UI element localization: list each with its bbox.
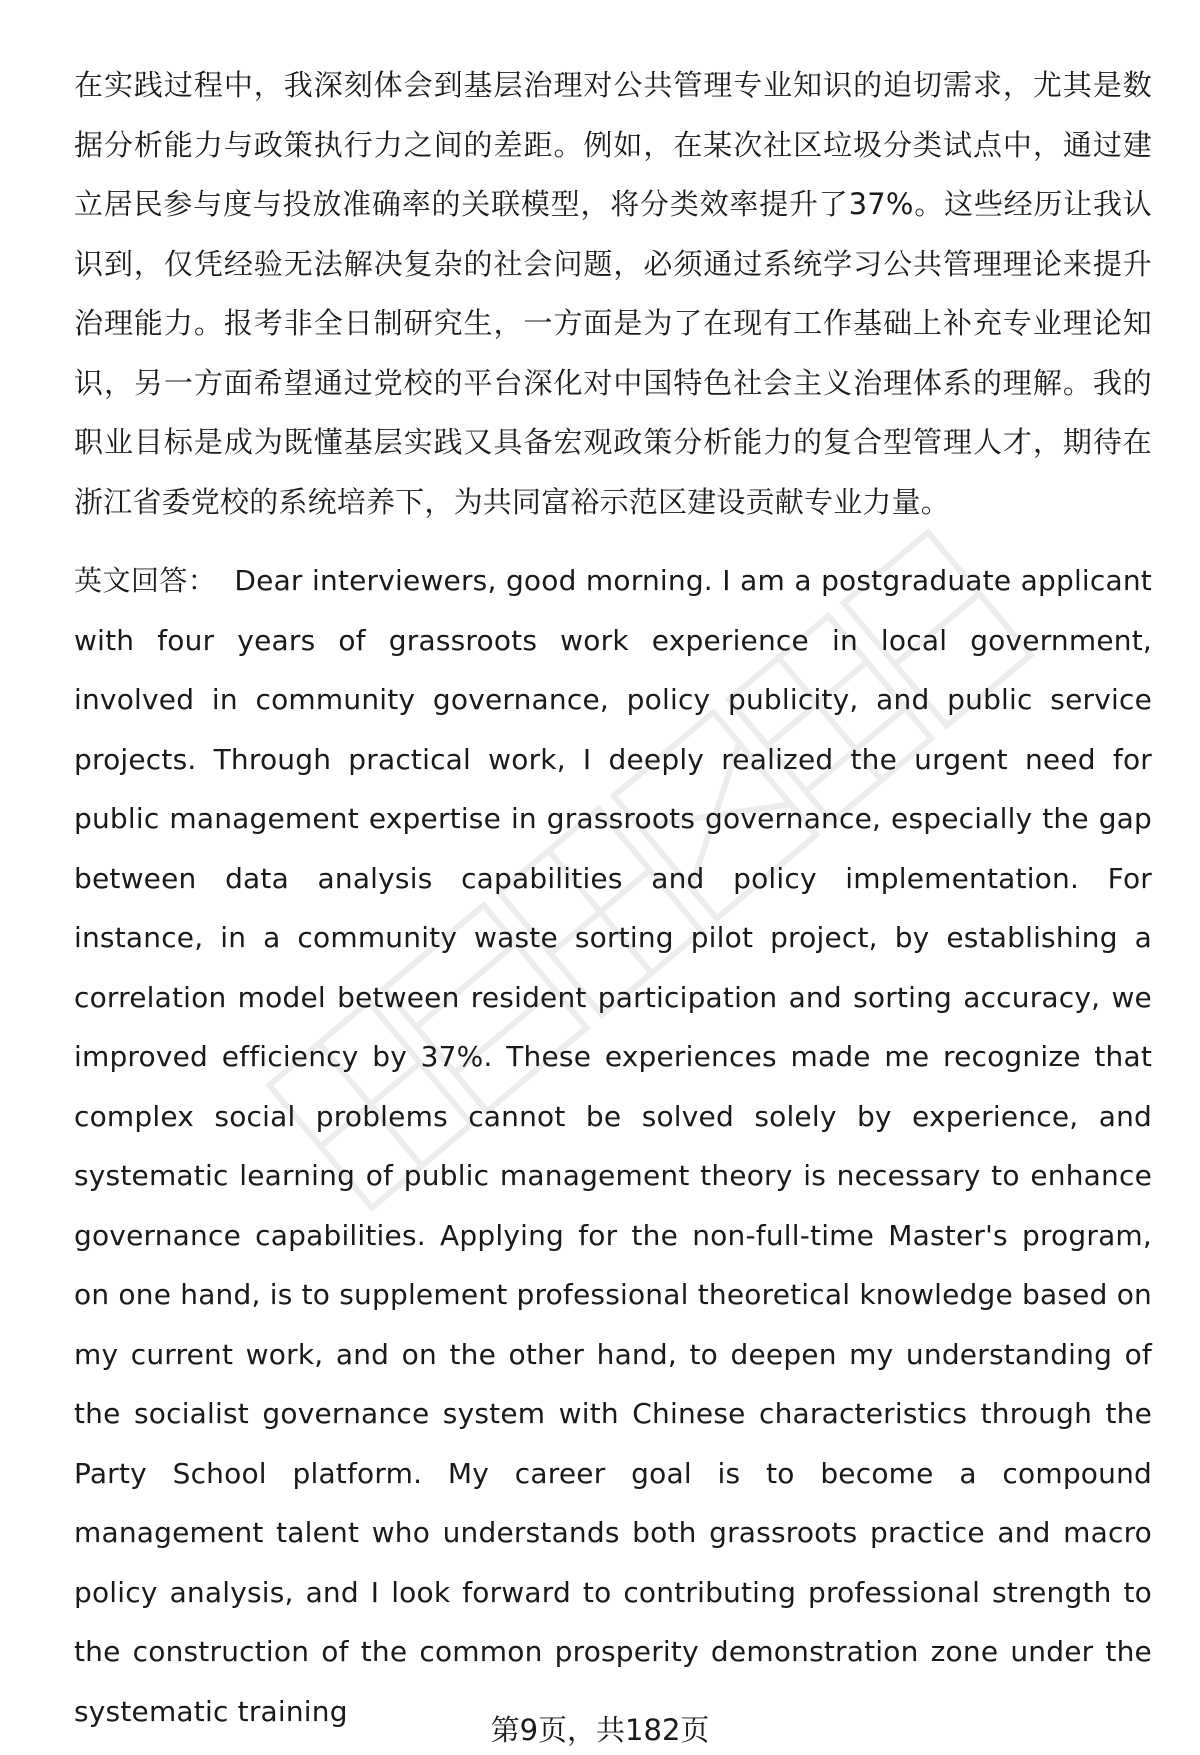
english-answer-paragraph	[74, 551, 1152, 1741]
english-answer-text: Dear interviewers, good morning. I am a postgraduate applicant with four years of grassroots work experience in local government, involved in community governance, policy publicity, and public service projects. Through practical work, I deeply realized the urgent need for public management expertise in grassroots governance, especially the gap between data analysis capabilities and policy implementation. For instance, in a community waste sorting pilot project, by establishing a correlation model between resident participation and sorting accuracy, we improved efficiency by 37%. These experiences made me recognize that complex social problems cannot be solved solely by experience, and systematic learning of public management theory is necessary to enhance governance capabilities. Applying for the non-full-time Master's program, on one hand, is to supplement professional theoretical knowledge based on my current work, and on the other hand, to deepen my understanding of the socialist governance system with Chinese characteristics through the Party School platform. My career goal is to become a compound management talent who understands both grassroots practice and macro policy analysis, and I look forward to contributing professional strength to the construction of the common prosperity demonstration zone under the systematic training	[74, 564, 1152, 1728]
english-answer-label: 英文回答：	[74, 564, 217, 597]
document-body	[74, 56, 1152, 1741]
page-number: 第9页，共182页	[490, 1713, 710, 1747]
chinese-answer-paragraph	[74, 56, 1152, 532]
chinese-answer-text: 在实践过程中，我深刻体会到基层治理对公共管理专业知识的迫切需求，尤其是数据分析能力与政策执行力之间的差距。例如，在某次社区垃圾分类试点中，通过建立居民参与度与投放准确率的关联模型，将分类效率提升了37%。这些经历让我认识到，仅凭经验无法解决复杂的社会问题，必须通过系统学习公共管理理论来提升治理能力。报考非全日制研究生，一方面是为了在现有工作基础上补充专业理论知识，另一方面希望通过党校的平台深化对中国特色社会主义治理体系的理解。我的职业目标是成为既懂基层实践又具备宏观政策分析能力的复合型管理人才，期待在浙江省委党校的系统培养下，为共同富裕示范区建设贡献专业力量。	[74, 68, 1152, 519]
